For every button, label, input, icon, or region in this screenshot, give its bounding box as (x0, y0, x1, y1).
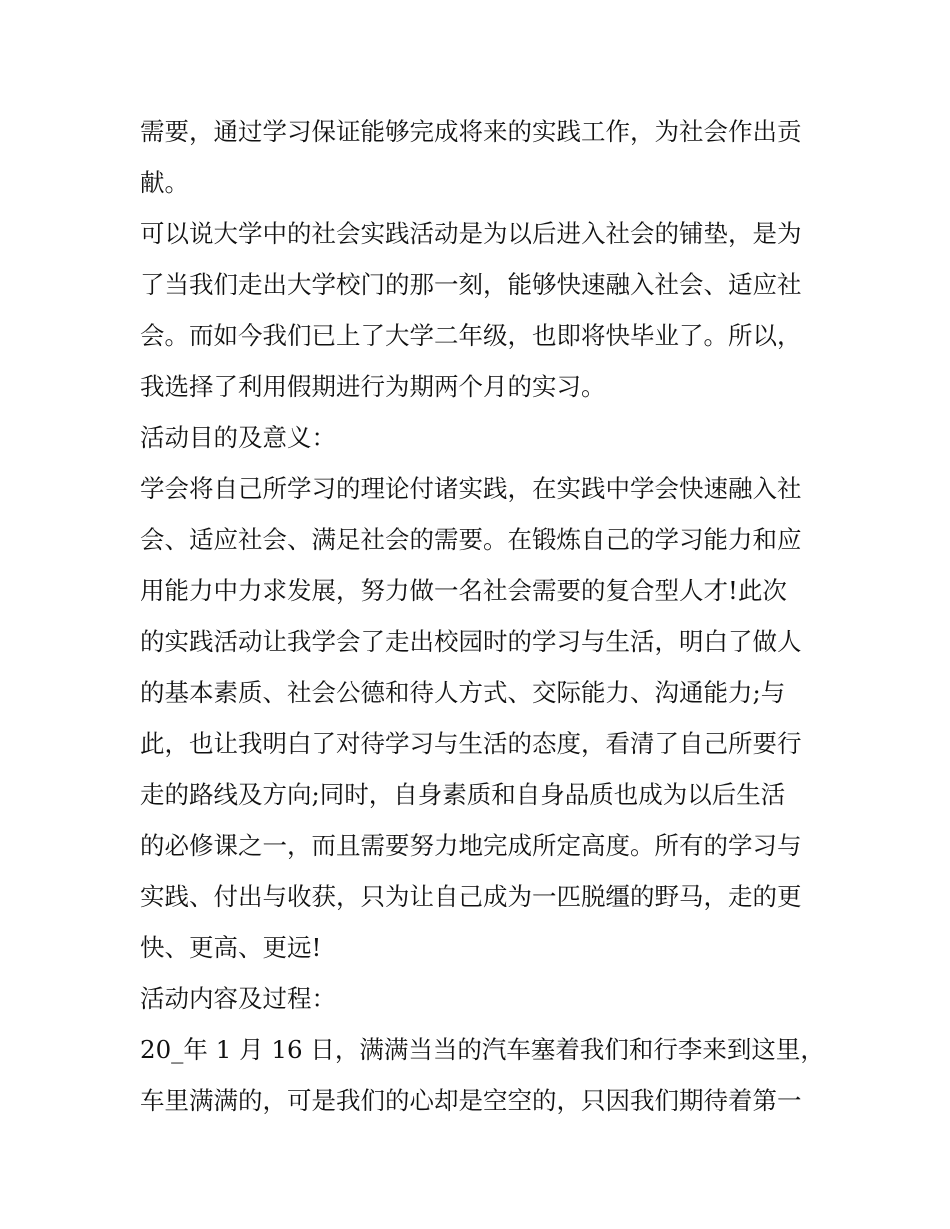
text-line: 我选择了利用假期进行为期两个月的实习。 (140, 372, 606, 401)
text-line: 献。 (140, 168, 189, 197)
text-line: 的基本素质、社会公德和待人方式、交际能力、沟通能力;与 (140, 678, 786, 707)
text-line: 需要，通过学习保证能够完成将来的实践工作，为社会作出贡 (140, 117, 802, 146)
body-text (140, 106, 825, 1126)
text-line: 实践、付出与收获，只为让自己成为一匹脱缰的野马，走的更 (140, 882, 802, 911)
text-line: 的实践活动让我学会了走出校园时的学习与生活，明白了做人 (140, 627, 802, 656)
text-line: 学会将自己所学习的理论付诸实践，在实践中学会快速融入社 (140, 474, 802, 503)
text-line: 会、适应社会、满足社会的需要。在锻炼自己的学习能力和应 (140, 525, 802, 554)
section-heading: 活动内容及过程： (140, 984, 336, 1013)
text-line: 走的路线及方向;同时，自身素质和自身品质也成为以后生活 (140, 780, 786, 809)
text-line: 20_年 1 月 16 日，满满当当的汽车塞着我们和行李来到这里， (140, 1035, 825, 1064)
text-line: 用能力中力求发展，努力做一名社会需要的复合型人才!此次 (140, 576, 787, 605)
text-line: 会。而如今我们已上了大学二年级，也即将快毕业了。所以， (140, 321, 802, 350)
text-line: 可以说大学中的社会实践活动是为以后进入社会的铺垫，是为 (140, 219, 802, 248)
text-line: 的必修课之一，而且需要努力地完成所定高度。所有的学习与 (140, 831, 802, 860)
text-line: 车里满满的，可是我们的心却是空空的，只因我们期待着第一 (140, 1086, 802, 1115)
text-line: 快、更高、更远! (140, 933, 322, 962)
section-heading: 活动目的及意义： (140, 423, 336, 452)
text-line: 此，也让我明白了对待学习与生活的态度，看清了自己所要行 (140, 729, 802, 758)
text-line: 了当我们走出大学校门的那一刻，能够快速融入社会、适应社 (140, 270, 802, 299)
